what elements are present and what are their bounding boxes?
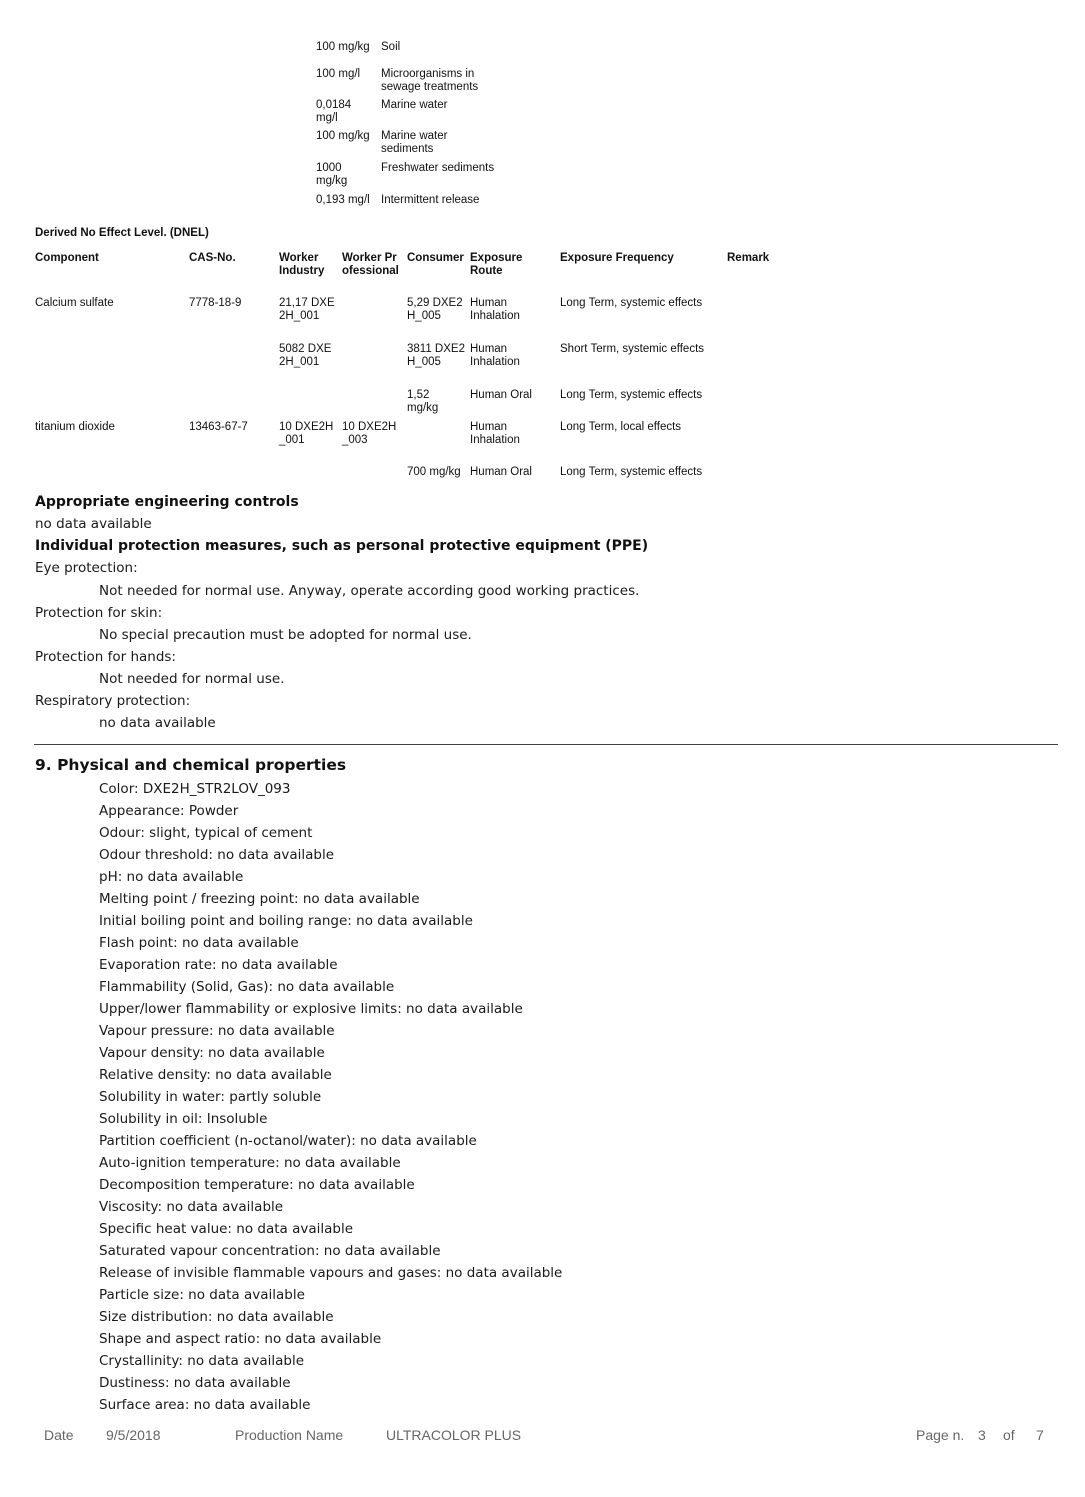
cell-route: Human Inhalation [470, 343, 520, 368]
property-line: Solubility in oil: Insoluble [99, 1111, 268, 1127]
footer-page-label: Page n. [916, 1427, 965, 1443]
cell-route: Human Oral [470, 466, 532, 478]
cell-worker-industry: 21,17 DXE2H_001 [279, 297, 335, 322]
ppe-text-hands: Not needed for normal use. [99, 671, 285, 687]
property-line: Melting point / freezing point: no data available [99, 891, 420, 907]
footer-date: 9/5/2018 [106, 1427, 161, 1443]
cell-route: Human Inhalation [470, 297, 520, 322]
ppe-label-eye: Eye protection: [35, 560, 138, 576]
header-exposure-frequency: Exposure Frequency [560, 252, 674, 264]
engineering-text: no data available [35, 516, 152, 532]
property-line: Odour: slight, typical of cement [99, 825, 313, 841]
pnec-value: 0,0184 mg/l [316, 99, 352, 124]
property-line: Flash point: no data available [99, 935, 299, 951]
ppe-label-skin: Protection for skin: [35, 605, 163, 621]
header-component: Component [35, 252, 99, 264]
cell-worker-professional: 10 DXE2H_003 [342, 421, 397, 446]
pnec-compartment: Microorganisms in sewage treatments [381, 68, 479, 93]
ppe-heading: Individual protection measures, such as personal protective equipment (PPE) [35, 538, 649, 554]
header-worker-professional: Worker Professional [342, 252, 399, 277]
footer-production-label: Production Name [235, 1427, 344, 1443]
ppe-label-respiratory: Respiratory protection: [35, 693, 191, 709]
property-line: Initial boiling point and boiling range: no data available [99, 913, 473, 929]
property-line: Specific heat value: no data available [99, 1221, 354, 1237]
property-line: Vapour density: no data available [99, 1045, 325, 1061]
cell-component: Calcium sulfate [35, 297, 114, 309]
header-consumer: Consumer [407, 252, 464, 264]
ppe-label-hands: Protection for hands: [35, 649, 176, 665]
footer-page-total: 7 [1036, 1427, 1044, 1443]
cell-route: Human Inhalation [470, 421, 520, 446]
ppe-text-eye: Not needed for normal use. Anyway, operate according good working practices. [99, 583, 640, 599]
pnec-value: 100 mg/kg [316, 41, 370, 53]
property-line: Vapour pressure: no data available [99, 1023, 335, 1039]
section-divider [34, 744, 1058, 745]
cell-consumer: 700 mg/kg [407, 466, 461, 478]
pnec-compartment: Freshwater sediments [381, 162, 495, 174]
footer-date-label: Date [44, 1427, 74, 1443]
ppe-text-respiratory: no data available [99, 715, 216, 731]
cell-cas: 13463-67-7 [189, 421, 248, 433]
property-line: Release of invisible flammable vapours and gases: no data available [99, 1265, 563, 1281]
property-line: Upper/lower flammability or explosive limits: no data available [99, 1001, 523, 1017]
property-line: Solubility in water: partly soluble [99, 1089, 322, 1105]
property-line: Particle size: no data available [99, 1287, 305, 1303]
properties-list [99, 778, 562, 1416]
cell-frequency: Long Term, systemic effects [560, 297, 703, 309]
property-line: Decomposition temperature: no data available [99, 1177, 415, 1193]
property-line: Saturated vapour concentration: no data available [99, 1243, 441, 1259]
cell-frequency: Long Term, systemic effects [560, 389, 703, 401]
property-line: Partition coefficient (n-octanol/water): no data available [99, 1133, 477, 1149]
cell-frequency: Long Term, systemic effects [560, 466, 703, 478]
property-line: Odour threshold: no data available [99, 847, 335, 863]
property-line: Dustiness: no data available [99, 1375, 291, 1391]
cell-route: Human Oral [470, 389, 532, 401]
cell-cas: 7778-18-9 [189, 297, 242, 309]
property-line: Color: DXE2H_STR2LOV_093 [99, 781, 291, 797]
property-line: Relative density: no data available [99, 1067, 332, 1083]
pnec-compartment: Marine water [381, 99, 448, 111]
cell-consumer: 1,52 mg/kg [407, 389, 439, 414]
header-worker-industry: Worker Industry [279, 252, 325, 277]
cell-worker-industry: 10 DXE2H_001 [279, 421, 334, 446]
cell-worker-industry: 5082 DXE2H_001 [279, 343, 332, 368]
cell-component: titanium dioxide [35, 421, 115, 433]
pnec-value: 1000 mg/kg [316, 162, 348, 187]
property-line: Surface area: no data available [99, 1397, 311, 1413]
pnec-value: 100 mg/kg [316, 130, 370, 142]
engineering-heading: Appropriate engineering controls [35, 494, 299, 510]
property-line: Crystallinity: no data available [99, 1353, 305, 1369]
property-line: Evaporation rate: no data available [99, 957, 338, 973]
footer-production-name: ULTRACOLOR PLUS [386, 1427, 522, 1443]
header-remark: Remark [727, 252, 770, 264]
dnel-title: Derived No Effect Level. (DNEL) [35, 227, 209, 239]
property-line: Appearance: Powder [99, 803, 239, 819]
pnec-compartment: Soil [381, 41, 401, 53]
cell-frequency: Long Term, local effects [560, 421, 682, 433]
property-line: Size distribution: no data available [99, 1309, 334, 1325]
cell-frequency: Short Term, systemic effects [560, 343, 705, 355]
property-line: Shape and aspect ratio: no data available [99, 1331, 382, 1347]
property-line: Auto-ignition temperature: no data available [99, 1155, 401, 1171]
property-line: Viscosity: no data available [99, 1199, 284, 1215]
pnec-compartment: Intermittent release [381, 194, 480, 206]
footer-of-label: of [1003, 1427, 1015, 1443]
property-line: pH: no data available [99, 869, 244, 885]
header-exposure-route: Exposure Route [470, 252, 523, 277]
ppe-text-skin: No special precaution must be adopted for normal use. [99, 627, 472, 643]
header-cas: CAS-No. [189, 252, 236, 264]
property-line: Flammability (Solid, Gas): no data available [99, 979, 395, 995]
pnec-compartment: Marine water sediments [381, 130, 448, 155]
cell-consumer: 3811 DXE2H_005 [407, 343, 465, 368]
section-9-title: 9. Physical and chemical properties [35, 756, 347, 774]
pnec-value: 100 mg/l [316, 68, 361, 80]
cell-consumer: 5,29 DXE2H_005 [407, 297, 463, 322]
pnec-value: 0,193 mg/l [316, 194, 370, 206]
footer-page-number: 3 [978, 1427, 986, 1443]
